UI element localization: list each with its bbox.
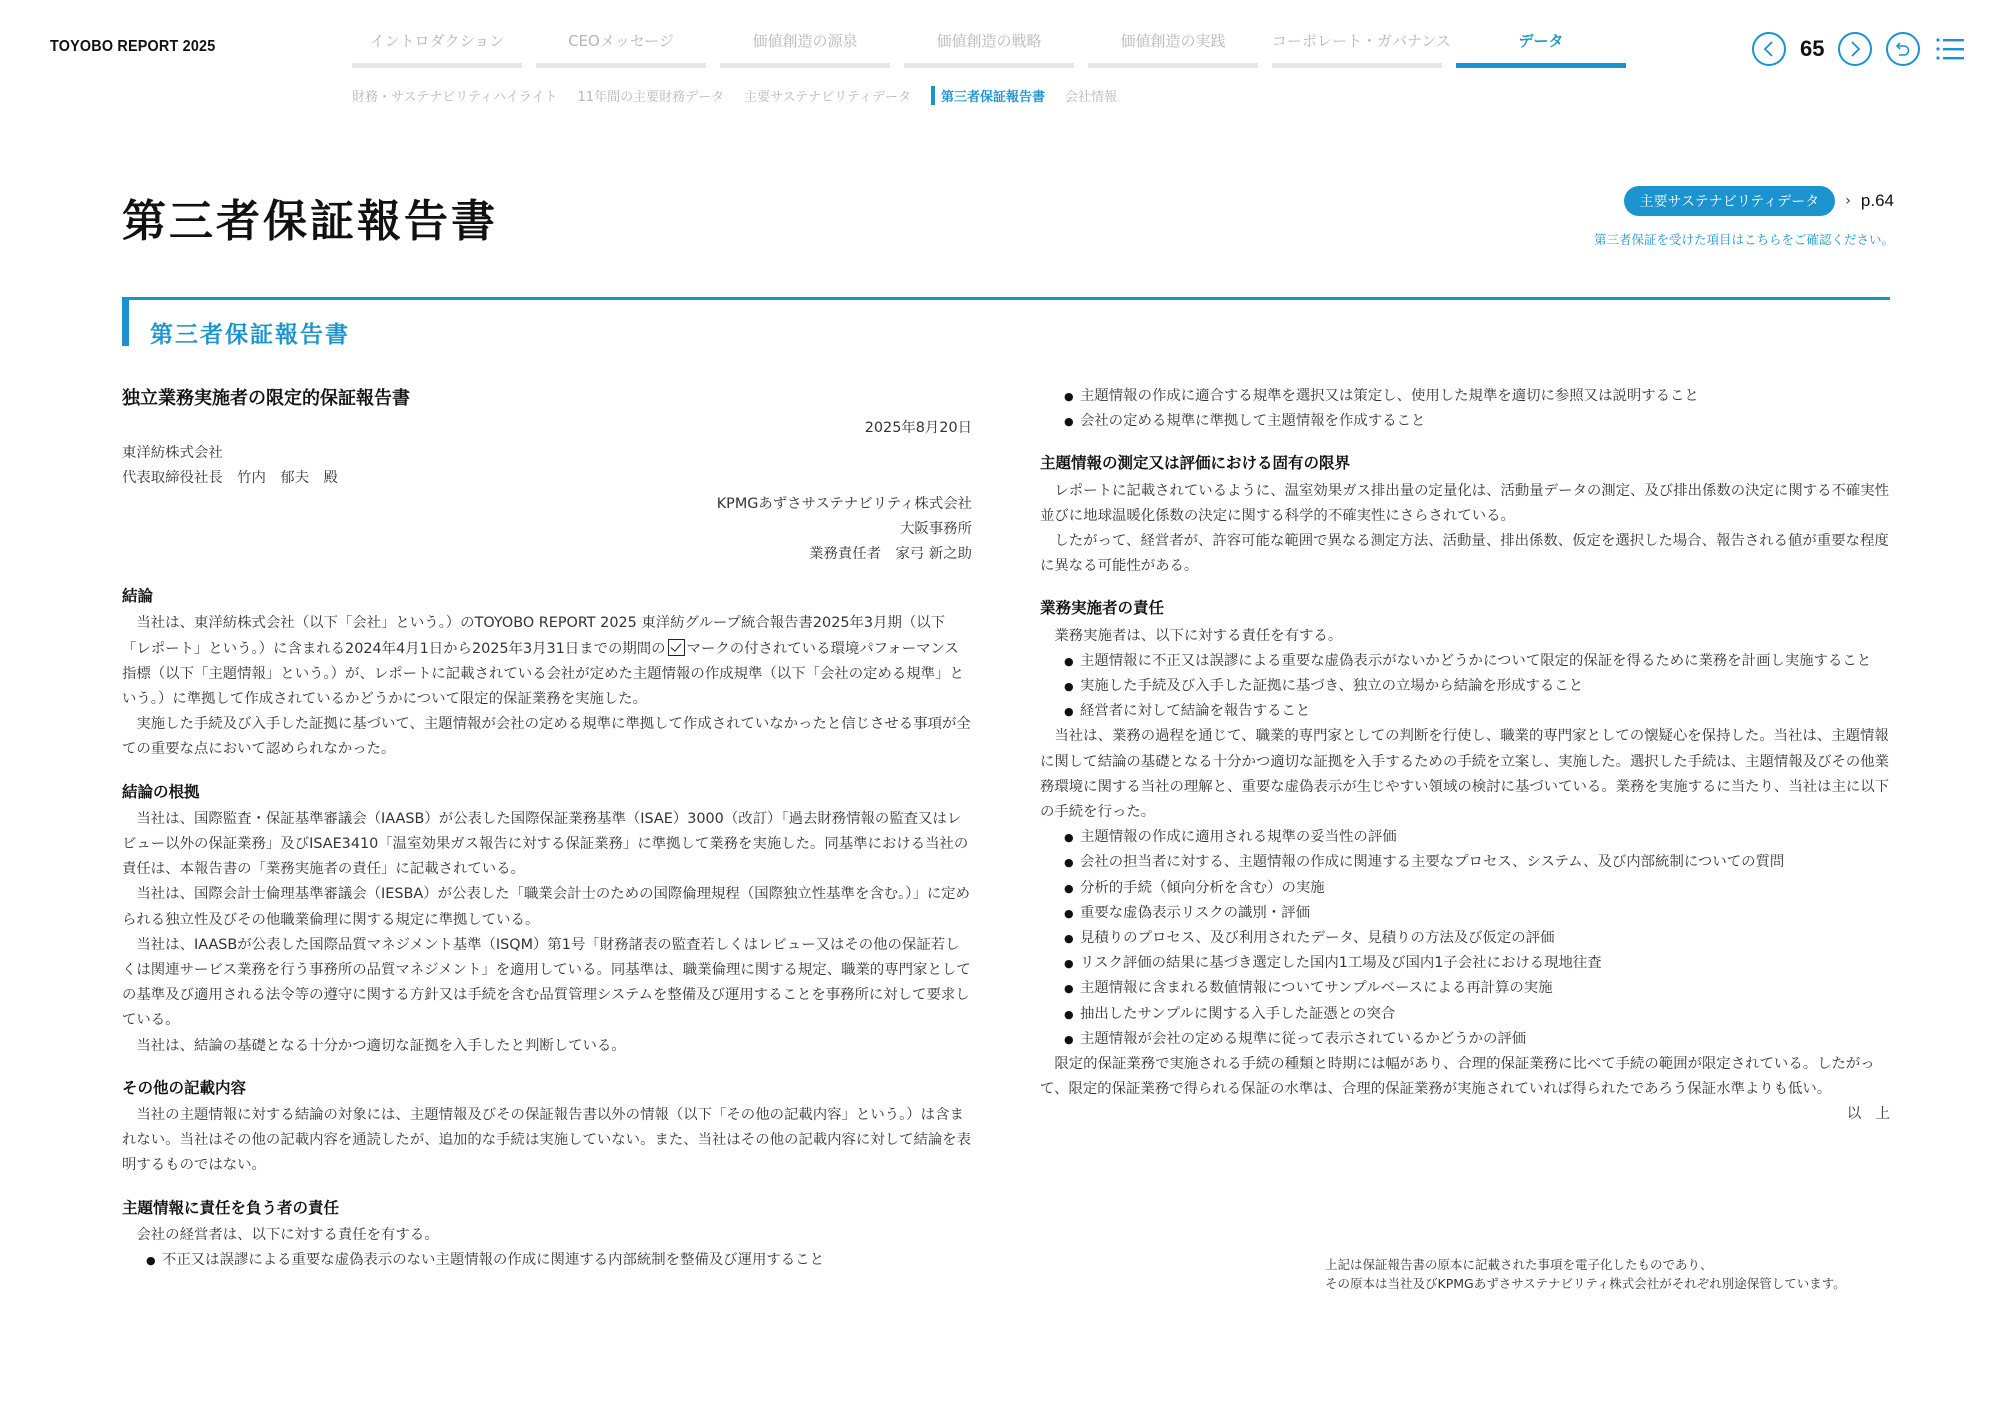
limitations-paragraph-2: したがって、経営者が、許容可能な範囲で異なる測定方法、活動量、排出係数、仮定を選択した場合、報告される値が重要な程度に異なる可能性がある。 bbox=[1040, 533, 1889, 575]
practitioner-paragraph-2: 限定的保証業務で実施される手続の種類と時期には幅があり、合理的保証業務に比べて手続の範囲が限定されている。したがって、限定的保証業務で得られる保証の水準は、合理的保証業務が実施されていれば得られたであろう保証水準よりも低い。 bbox=[1040, 1056, 1875, 1098]
list-item: ● 会社の定める規準に準拠して主題情報を作成すること bbox=[1066, 409, 1890, 434]
issuer-person: 業務責任者 家弓 新之助 bbox=[809, 546, 972, 563]
procedures-list bbox=[1040, 825, 1890, 1052]
conclusion-paragraph-1 bbox=[122, 611, 972, 712]
page-title: 第三者保証報告書 bbox=[122, 196, 498, 247]
subnav-highlights[interactable]: 財務・サステナビリティハイライト bbox=[352, 90, 558, 105]
tab-value-strategy[interactable]: 価値創造の戦略 bbox=[904, 30, 1074, 68]
list-item: ● 主題情報に含まれる数値情報についてサンプルベースによる再計算の実施 bbox=[1066, 976, 1890, 1001]
management-resp-intro: 会社の経営者は、以下に対する責任を有する。 bbox=[136, 1226, 439, 1243]
subnav-assurance-report[interactable]: 第三者保証報告書 bbox=[931, 86, 1045, 105]
practitioner-paragraph-1: 当社は、業務の過程を通じて、職業的専門家としての判断を行使し、職業的専門家としての懐疑心を保持した。当社は、主題情報に関して結論の基礎となる十分かつ適切な証拠を入手するための手続を立案し、実施した。選択した手続は、主題情報及びその他業務環境に関する当社の理解と、重要な虚偽表示が生じやすい領域の検討に基づいている。業務を実施するに当たり、当社は主に以下の手続を行った。 bbox=[1040, 728, 1890, 821]
chevron-right-icon bbox=[1848, 40, 1862, 58]
return-icon bbox=[1894, 40, 1912, 58]
reference-note: 第三者保証を受けた項目はこちらをご確認ください。 bbox=[1593, 232, 1894, 247]
addressee-company: 東洋紡株式会社 bbox=[122, 445, 223, 462]
tab-governance[interactable]: コーポレート・ガバナンス bbox=[1272, 30, 1442, 68]
reference-box bbox=[1594, 186, 1894, 248]
list-item: ● 分析的手続（傾向分析を含む）の実施 bbox=[1066, 876, 1890, 901]
list-item: ● 不正又は誤謬による重要な虚偽表示のない主題情報の作成に関連する内部統制を整備及び運用すること bbox=[148, 1248, 972, 1273]
sustainability-data-link[interactable]: 主要サステナビリティデータ bbox=[1624, 186, 1836, 216]
sub-nav bbox=[352, 86, 1117, 105]
heading-conclusion: 結論 bbox=[122, 587, 154, 606]
page-number: 65 bbox=[1800, 36, 1825, 61]
list-item: ● 重要な虚偽表示リスクの識別・評価 bbox=[1066, 901, 1890, 926]
list-item: ● 主題情報に不正又は誤謬による重要な虚偽表示がないかどうかについて限定的保証を得るために業務を計画し実施すること bbox=[1066, 649, 1890, 674]
main-nav bbox=[352, 30, 1626, 68]
tab-value-practice[interactable]: 価値創造の実践 bbox=[1088, 30, 1258, 68]
subnav-sustainability-data[interactable]: 主要サステナビリティデータ bbox=[744, 90, 911, 105]
conclusion-paragraph-2: 実施した手続及び入手した証拠に基づいて、主題情報が会社の定める規準に準拠して作成されていなかったと信じさせる事項が全ての重要な点において認められなかった。 bbox=[122, 716, 971, 758]
brand-logo[interactable]: TOYOBO REPORT 2025 bbox=[50, 38, 216, 55]
footnote bbox=[1325, 1255, 1846, 1293]
subnav-company-info[interactable]: 会社情報 bbox=[1065, 90, 1118, 105]
list-item: ● 抽出したサンプルに関する入手した証憑との突合 bbox=[1066, 1002, 1890, 1027]
basis-paragraph-2: 当社は、国際会計士倫理基準審議会（IESBA）が公表した「職業会計士のための国際倫理規程（国際独立性基準を含む。）」に定められる独立性及びその他職業倫理に関する規定に準拠している。 bbox=[122, 886, 971, 928]
list-item: ● 会社の担当者に対する、主題情報の作成に関連する主要なプロセス、システム、及び内部統制についての質問 bbox=[1066, 850, 1890, 875]
back-button[interactable] bbox=[1886, 32, 1920, 66]
other-info-paragraph: 当社の主題情報に対する結論の対象には、主題情報及びその保証報告書以外の情報（以下「その他の記載内容」という。）は含まれない。当社はその他の記載内容を通読したが、追加的な手続は実施していない。また、当社はその他の記載内容に対して結論を表明するものではない。 bbox=[122, 1107, 972, 1174]
tab-ceo-message[interactable]: CEOメッセージ bbox=[536, 30, 706, 68]
heading-other-info: その他の記載内容 bbox=[122, 1078, 247, 1097]
issuer-office: 大阪事務所 bbox=[900, 520, 972, 537]
conclusion-text-b: マークの付されている環境パフォーマンス指標（以下「主題情報」という。）が、レポートに記載されている会社が定めた主題情報の作成規準（以下「会社の定める規準」という。）に準拠して作成されているかどうかについて限定的保証業務を実施した。 bbox=[122, 640, 964, 708]
conclusion-text-a: 当社は、東洋紡株式会社（以下「会社」という。）のTOYOBO REPORT 2025 東洋紡グループ統合報告書2025年3月期（以下「レポート」という。）に含まれる2024年4月1日から2025年3月31日までの期間の bbox=[122, 615, 946, 657]
list-menu-icon[interactable] bbox=[1936, 37, 1964, 61]
management-resp-list-cont bbox=[1040, 384, 1890, 434]
page-reference-link[interactable]: p.64 bbox=[1860, 191, 1894, 210]
heading-practitioner-resp: 業務実施者の責任 bbox=[1040, 599, 1165, 618]
practitioner-resp-intro: 業務実施者は、以下に対する責任を有する。 bbox=[1054, 627, 1343, 644]
list-item: ● 実施した手続及び入手した証拠に基づき、独立の立場から結論を形成すること bbox=[1066, 674, 1890, 699]
list-item: ● 主題情報が会社の定める規準に従って表示されているかどうかの評価 bbox=[1066, 1027, 1890, 1052]
management-resp-list bbox=[122, 1248, 972, 1273]
report-date: 2025年8月20日 bbox=[864, 420, 972, 436]
prev-page-button[interactable] bbox=[1752, 32, 1786, 66]
footnote-line-1: 上記は保証報告書の原本に記載された事項を電子化したものであり、 bbox=[1325, 1257, 1713, 1272]
basis-paragraph-3: 当社は、IAASBが公表した国際品質マネジメント基準（ISQM）第1号「財務諸表の監査若しくはレビュー又はその他の保証若しくは関連サービス業務を行う事務所の品質マネジメント」を適用している。同基準は、職業倫理に関する規定、職業的専門家としての基準及び適用される法令等の遵守に関する方針又は手続を含む品質管理システムを整備及び運用することを事務所に対して要求している。 bbox=[122, 936, 971, 1029]
section-divider bbox=[122, 297, 1890, 300]
practitioner-resp-list bbox=[1040, 649, 1890, 725]
list-item: ● 経営者に対して結論を報告すること bbox=[1066, 699, 1890, 724]
heading-limitations: 主題情報の測定又は評価における固有の限界 bbox=[1040, 454, 1351, 473]
list-item: ● 主題情報の作成に適用される規準の妥当性の評価 bbox=[1066, 825, 1890, 850]
limitations-paragraph-1: レポートに記載されているように、温室効果ガス排出量の定量化は、活動量データの測定、及び排出係数の決定に関する不確実性並びに地球温暖化係数の決定に関する科学的不確実性にさらされている。 bbox=[1040, 482, 1890, 524]
footnote-line-2: その原本は当社及びKPMGあずさサステナビリティ株式会社がそれぞれ別途保管しています。 bbox=[1325, 1276, 1846, 1291]
list-item: ● 主題情報の作成に適合する規準を選択又は策定し、使用した規準を適切に参照又は説明すること bbox=[1066, 384, 1890, 409]
basis-paragraph-1: 当社は、国際監査・保証基準審議会（IAASB）が公表した国際保証業務基準（ISAE）3000（改訂）「過去財務情報の監査又はレビュー以外の保証業務」及びISAE3410「温室効果ガス報告に対する保証業務」に準拠して業務を実施した。同基準における当社の責任は、本報告書の「業務実施者の責任」に記載されている。 bbox=[122, 810, 969, 878]
closing-mark: 以 上 bbox=[1846, 1106, 1890, 1123]
heading-basis: 結論の根拠 bbox=[122, 782, 200, 801]
tab-value-sources[interactable]: 価値創造の源泉 bbox=[720, 30, 890, 68]
subnav-financial-data[interactable]: 11年間の主要財務データ bbox=[577, 90, 725, 105]
report-left-column bbox=[122, 384, 972, 1273]
list-item: ● 見積りのプロセス、及び利用されたデータ、見積りの方法及び仮定の評価 bbox=[1066, 926, 1890, 951]
report-right-column bbox=[1040, 384, 1890, 1128]
issuer-company: KPMGあずさサステナビリティ株式会社 bbox=[716, 495, 972, 512]
pager bbox=[1752, 32, 1964, 66]
chevron-left-icon bbox=[1762, 40, 1776, 58]
section-title: 第三者保証報告書 bbox=[150, 322, 350, 348]
addressee-person: 代表取締役社長 竹内 郁夫 殿 bbox=[122, 470, 338, 487]
heading-management-resp: 主題情報に責任を負う者の責任 bbox=[122, 1198, 340, 1217]
section-accent-bar bbox=[122, 297, 129, 346]
tab-data[interactable]: データ bbox=[1456, 30, 1626, 68]
report-title: 独立業務実施者の限定的保証報告書 bbox=[122, 388, 410, 409]
next-page-button[interactable] bbox=[1838, 32, 1872, 66]
checkbox-mark-icon bbox=[668, 639, 685, 656]
basis-paragraph-4: 当社は、結論の基礎となる十分かつ適切な証拠を入手したと判断している。 bbox=[136, 1037, 626, 1054]
arrow-icon: › bbox=[1845, 193, 1851, 209]
list-item: ● リスク評価の結果に基づき選定した国内1工場及び国内1子会社における現地往査 bbox=[1066, 951, 1890, 976]
tab-introduction[interactable]: イントロダクション bbox=[352, 30, 522, 68]
